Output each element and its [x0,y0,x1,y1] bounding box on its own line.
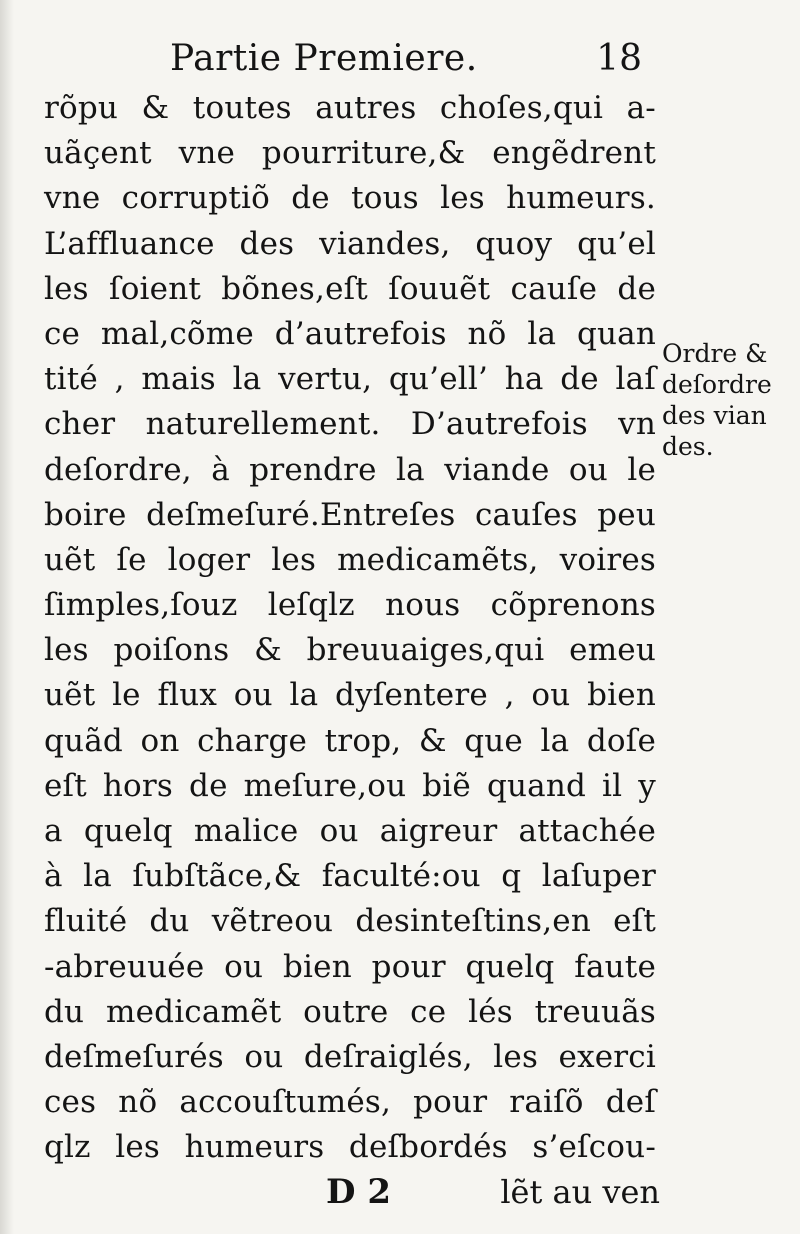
text-line: vne corruptiõ de tous les humeurs. [44,180,656,217]
text-line: les poiſons & breuuaiges,qui emeu [44,632,656,669]
marginal-note-line: Ordre & [662,339,768,368]
text-line: eſt hors de meſure,ou biẽ quand il y [44,767,656,804]
marginal-note-line: deſordre [662,370,772,399]
text-line: qlz les humeurs deſbordés s’eſcou- [44,1129,656,1166]
text-line: L’affluance des viandes, quoy qu’el [44,225,656,262]
text-line: deſmeſurés ou deſraiglés, les exerci [44,1038,656,1075]
text-line: du medicamẽt outre ce lés treuuãs [44,993,656,1030]
text-line: deſordre, à prendre la viande ou le [44,451,656,488]
text-line: ces nõ accouſtumés, pour raiſõ deſ [44,1084,656,1121]
running-head [170,34,650,84]
running-head-title: Partie Premiere. [170,38,478,79]
text-line: uẽt le flux ou la dyſentere , ou bien [44,677,656,714]
text-line: les ſoient bõnes,eſt ſouuẽt cauſe de [44,270,656,307]
text-line: quãd on charge trop, & que la doſe [44,722,656,759]
catchword: lẽt au ven [500,1173,660,1211]
text-line: ſimples,ſouz leſqlz nous cõprenons [44,587,656,624]
page-gutter-shadow [0,0,14,1234]
main-text-block [44,86,656,1171]
text-line: a quelq malice ou aigreur attachée [44,813,656,849]
marginal-note-line: des vian [662,401,767,430]
text-line: fluité du vẽtreou desinteſtins,en eſt [44,903,656,940]
text-line: -abreuuée ou bien pour quelq faute [44,948,656,985]
text-line: ce mal,cõme d’autrefois nõ la quan [44,315,656,352]
text-line: cher naturellement. D’autrefois vn [44,406,656,443]
text-line: tité , mais la vertu, qu’ell’ ha de laſ [44,361,656,398]
text-line: boire deſmeſuré.Entreſes cauſes peu [44,496,656,533]
page-number: 18 [596,38,642,79]
text-line: uãçent vne pourriture,& engẽdrent [44,135,656,172]
signature-mark: D 2 [326,1172,391,1212]
text-line: uẽt ſe loger les medicamẽts, voires [44,541,656,578]
page-footer [44,1168,660,1216]
marginal-note [662,338,794,462]
marginal-note-line: des. [662,432,714,461]
text-line: rõpu & toutes autres choſes,qui a- [44,90,656,126]
text-line: à la ſubſtãce,& faculté:ou q laſuper [44,858,656,895]
